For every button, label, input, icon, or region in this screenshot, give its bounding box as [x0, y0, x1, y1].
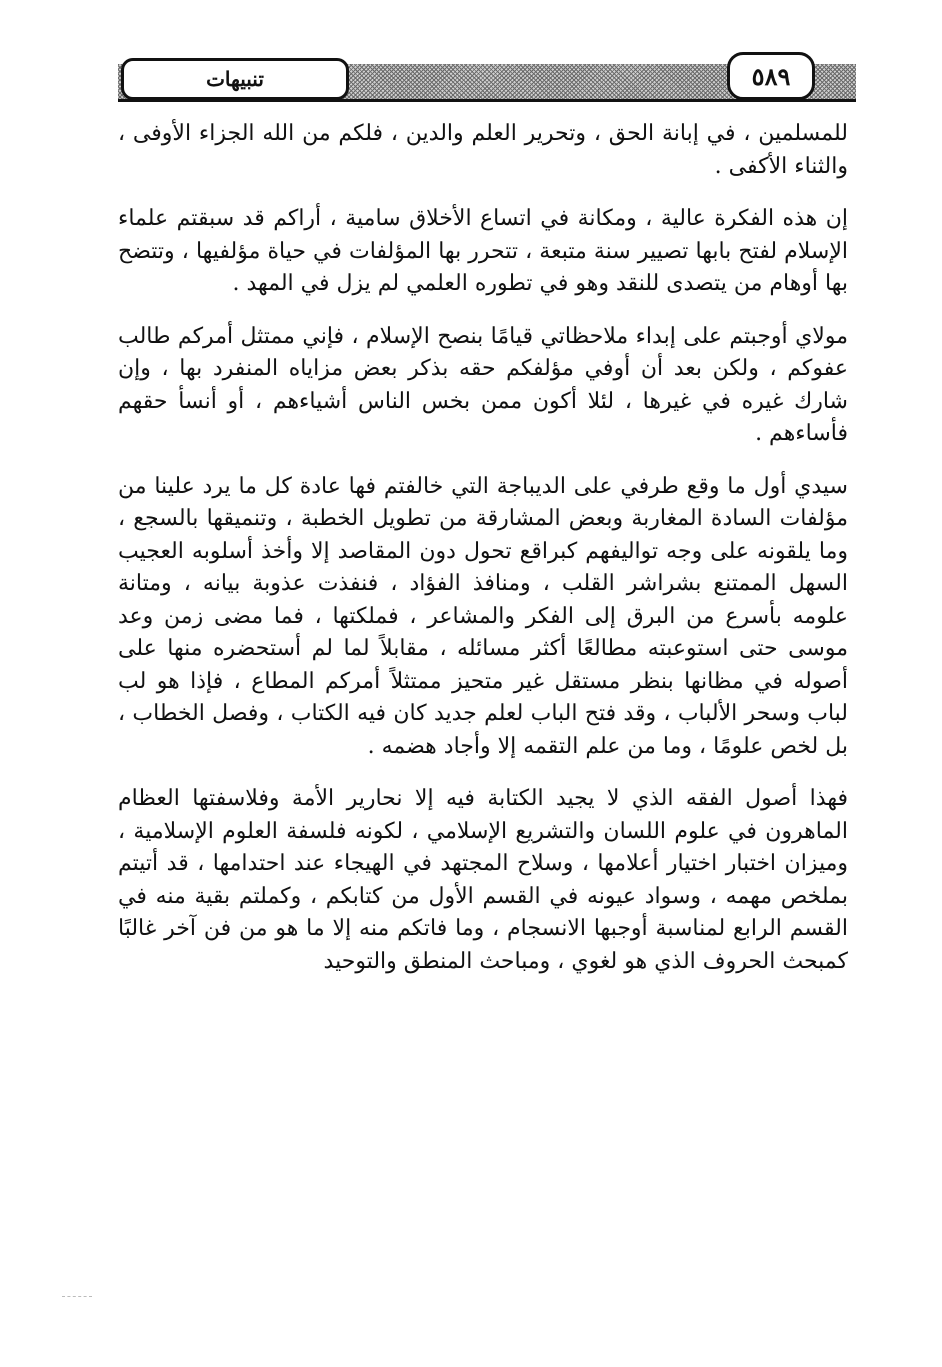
body-text — [118, 118, 848, 998]
paragraph-3: مولاي أوجبتم على إبداء ملاحظاتي قيامًا بنصح الإسلام ، فإني ممتثل أمركم طالب عفوكم ، ولكن بعد أن أوفي مؤلفكم حقه بذكر بعض مزاياه المنفرد بها ، وإن شارك غيره في غيرها ، لئلا أكون ممن بخس الناس أشياءهم ، أو أنسأ حقهم فأساءهم . — [118, 323, 848, 446]
running-title — [121, 58, 349, 100]
paragraph-5: فهذا أصول الفقه الذي لا يجيد الكتابة فيه إلا نحارير الأمة وفلاسفتها العظام الماهرون في علوم اللسان والتشريع الإسلامي ، لكونه فلسفة العلوم الإسلامية ، وميزان اختبار اختيار أعلامها ، وسلاح المجتهد في الهيجاء عند احتدامها ، قد أتيتم بملخص مهمه ، وسواد عيونه في القسم الأول من كتابكم ، وكملتم بقية منه في القسم الرابع لمناسبة أوجبها الانسجام ، وما فاتكم منه إلا ما هو من فن آخر غالبًا كمبحث الحروف الذي هو لغوي ، ومباحث المنطق والتوحيد — [118, 786, 848, 974]
scan-margin-mark — [62, 1296, 92, 1298]
page-number-text: ٥٨٩ — [751, 61, 791, 91]
paragraph-1: للمسلمين ، في إبانة الحق ، وتحرير العلم والدين ، فلكم من الله الجزاء الأوفى ، والثناء الأكفى . — [118, 121, 848, 179]
paragraph-4: سيدي أول ما وقع طرفي على الديباجة التي خالفتم فها عادة كل ما يرد علينا من مؤلفات السادة المغاربة وبعض المشارقة من تطويل الخطبة ، وتنميقها بالسجع ، وما يلقونه على وجه تواليفهم كبراقع تحول دون المقاصد إلا وأخذ أسلوبه العجيب السهل الممتنع بشراشر القلب ، ومنافذ الفؤاد ، فنفذت عذوبة بيانه ، ومتانة علومه بأسرع من البرق إلى الفكر والمشاعر ، فملكتها ، فما مضى زمن وعد موسى حتى استوعبته مطالعًا أكثر مسائله ، مقابلاً لما لم أستحضره منها على أصوله في مظانها بنظر مستقل غير متحيز ممتثلاً أمركم المطاع ، فإذا هو لب لباب وسحر الألباب ، وقد فتح الباب لعلم جديد كان فيه الكتاب ، وفصل الخطاب ، بل لخص علومًا ، وما من علم التقمه إلا وأجاد هضمه . — [118, 473, 848, 759]
paragraph-2: إن هذه الفكرة عالية ، ومكانة في اتساع الأخلاق سامية ، أراكم قد سبقتم علماء الإسلام لفتح بابها تصيير سنة متبعة ، تتحرر بها المؤلفات في حياة مؤلفيها ، وتتضح بها أوهام من يتصدى للنقد وهو في تطوره العلمي لم يزل في المهد . — [118, 206, 848, 296]
page-number — [727, 52, 815, 100]
running-title-text: تنبيهات — [206, 67, 264, 91]
